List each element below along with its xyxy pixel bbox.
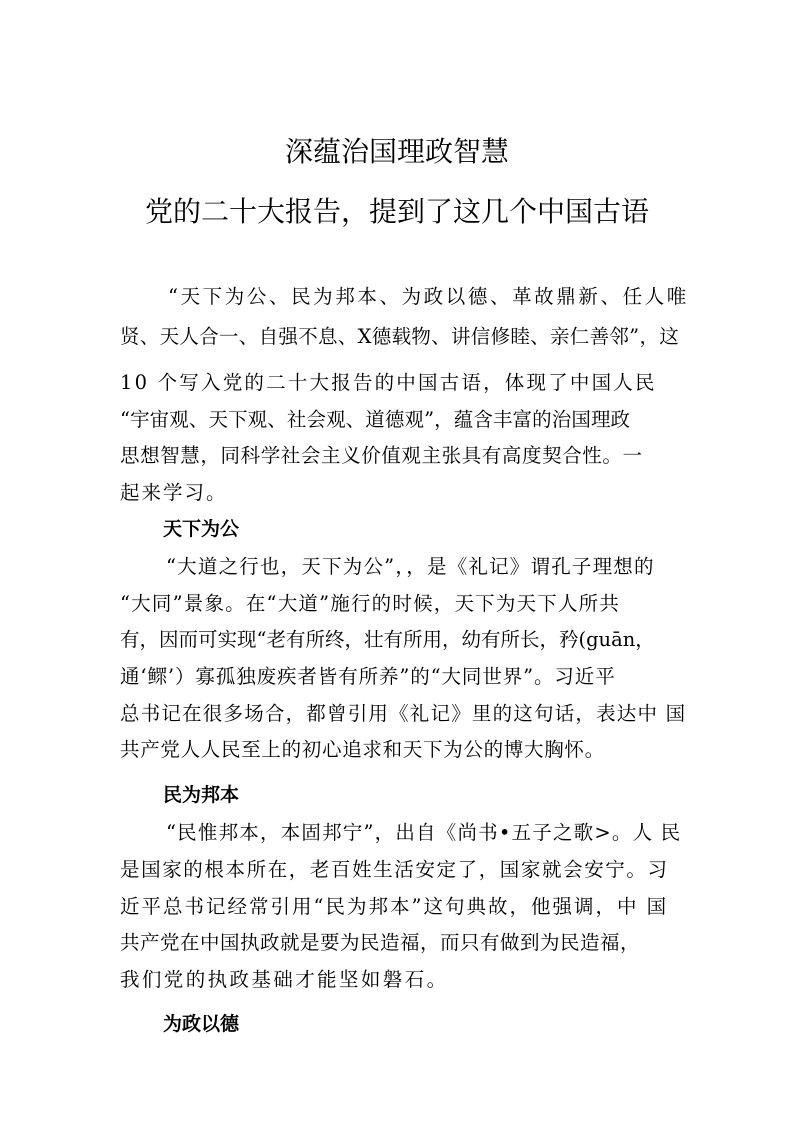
section-line: 我们党的执政基础才能坚如磐石。 <box>120 968 449 991</box>
section-line: “大同”景象。在“大道”施行的时候，天下为天下人所共 <box>120 592 621 615</box>
section-line: 近平总书记经常引用“民为邦本”这句典故，他强调，中 国 <box>120 895 669 918</box>
intro-line: 10 个写入党的二十大报告的中国古语，体现了中国人民 <box>120 371 657 394</box>
intro-line: “宇宙观、天下观、社会观、道德观”，蕴含丰富的治国理政 <box>120 408 631 431</box>
section-heading: 民为邦本 <box>163 784 240 806</box>
intro-line: “天下为公、民为邦本、为政以德、革故鼎新、任人唯 <box>168 285 689 308</box>
page-title: 深蕴治国理政智慧 <box>284 135 509 168</box>
section-line: 是国家的根本所在，老百姓生活安定了，国家就会安宁。习 <box>120 858 669 881</box>
intro-line: 思想智慧，同科学社会主义价值观主张具有高度契合性。一 <box>120 444 643 467</box>
section-line: “民惟邦本，本固邦宁”，出自《尚书•五子之歌>。人 民 <box>166 821 682 844</box>
section-line: 共产党在中国执政就是要为民造福，而只有做到为民造福， <box>120 931 641 954</box>
section-line: 总书记在很多场合，都曾引用《礼记》里的这句话，表达中 国 <box>120 702 687 725</box>
section-line: 通‘鳏’）寡孤独废疾者皆有所养”的“大同世界”。习近平 <box>120 665 616 688</box>
section-heading: 天下为公 <box>163 518 240 540</box>
page-subtitle: 党的二十大报告，提到了这几个中国古语 <box>144 195 649 228</box>
section-line: “大道之行也，天下为公”，，是《礼记》谓孔子理想的 <box>166 555 655 578</box>
section-heading: 为政以德 <box>163 1013 240 1035</box>
intro-line: 贤、天人合一、自强不息、X德载物、讲信修睦、亲仁善邻”，这 <box>120 325 680 348</box>
intro-line: 起来学习。 <box>120 481 228 504</box>
section-line: 有，因而可实现“老有所终，壮有所用，幼有所长，矜(guān， <box>120 628 655 651</box>
section-line: 共产党人人民至上的初心追求和天下为公的博大胸怀。 <box>120 738 605 761</box>
